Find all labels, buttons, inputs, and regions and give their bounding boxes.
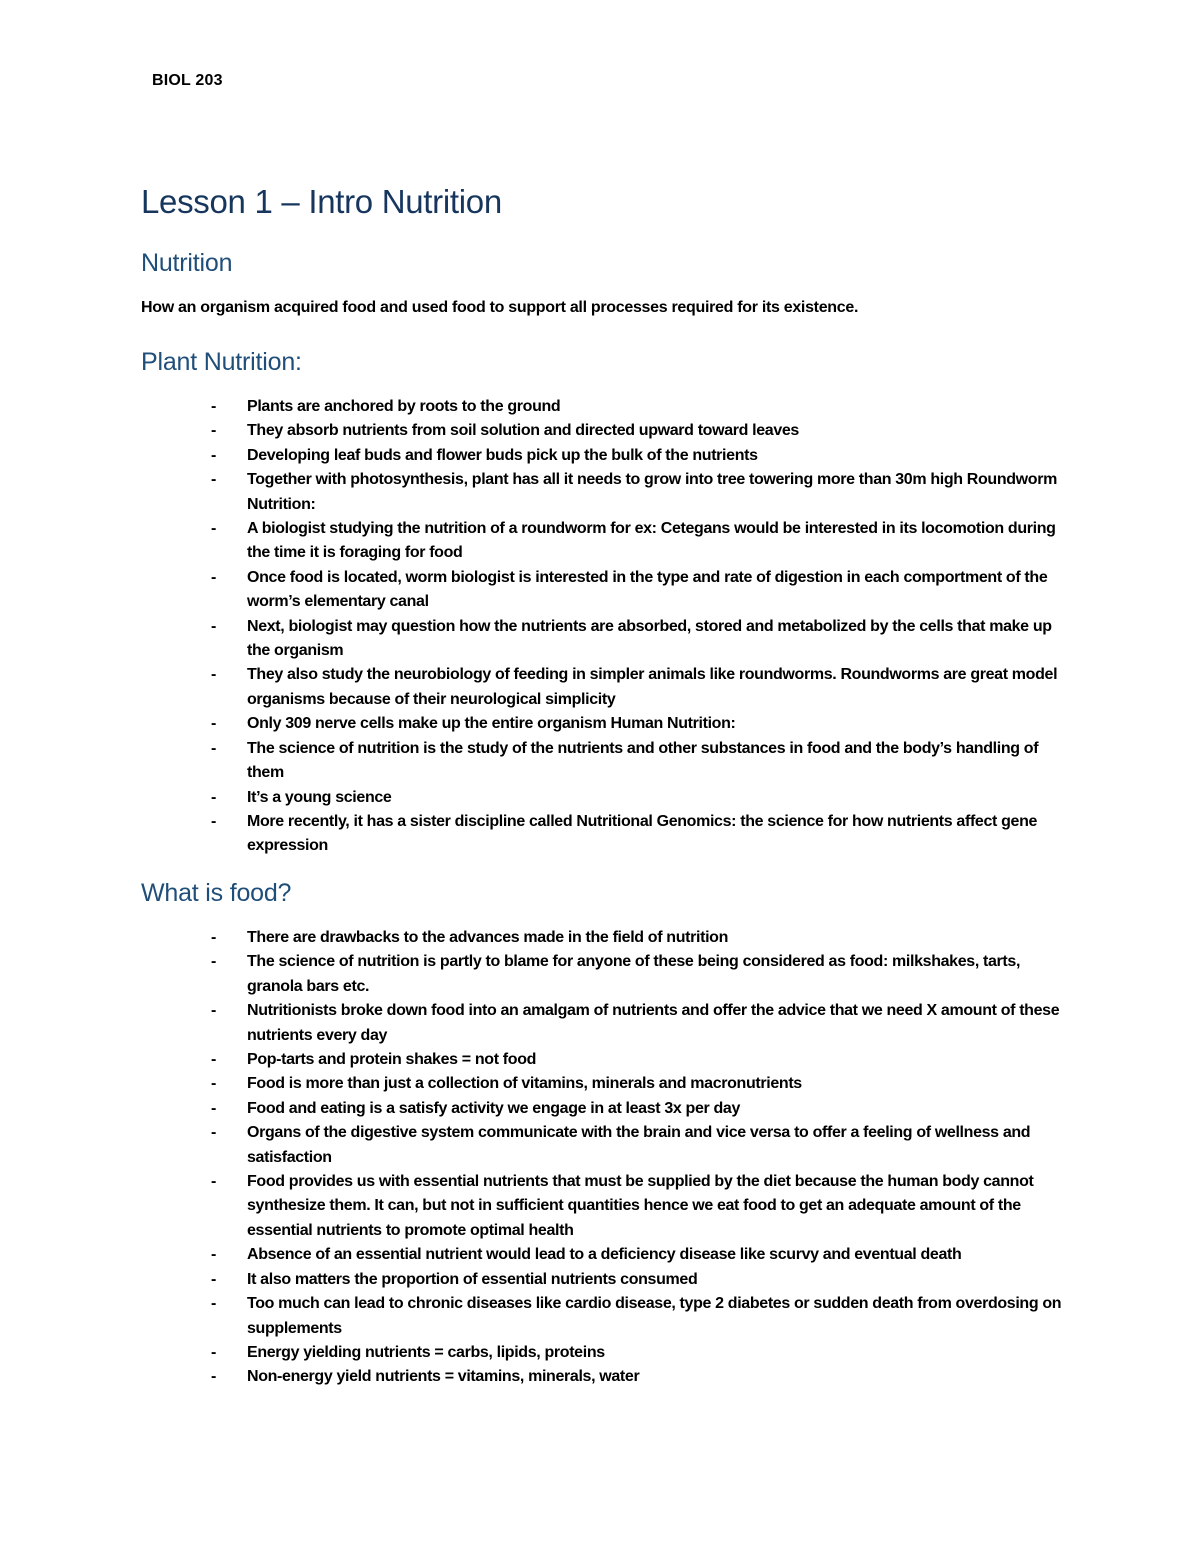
list-item xyxy=(0,1072,1077,1096)
bullet-dash: - xyxy=(211,1343,216,1361)
list-item-text: Plants are anchored by roots to the ground xyxy=(247,398,561,415)
bullet-dash: - xyxy=(211,617,216,635)
bullet-dash: - xyxy=(211,422,216,440)
bullet-dash: - xyxy=(211,953,216,971)
list-item xyxy=(0,712,1077,736)
bullet-dash: - xyxy=(211,812,216,830)
list-item-text: The science of nutrition is partly to blame for anyone of these being considered as food: milkshakes, tarts, granola bars etc. xyxy=(247,953,1021,995)
bullet-dash: - xyxy=(211,666,216,684)
bullet-dash: - xyxy=(211,446,216,464)
bullet-dash: - xyxy=(211,1124,216,1142)
bullet-dash: - xyxy=(211,788,216,806)
list-item xyxy=(0,737,1077,786)
list-item-text: Absence of an essential nutrient would lead to a deficiency disease like scurvy and eventual death xyxy=(247,1246,962,1264)
list-item-text: Developing leaf buds and flower buds pick up the bulk of the nutrients xyxy=(247,446,758,464)
list-item xyxy=(0,1048,1077,1072)
what-is-food-list xyxy=(0,926,1077,1390)
list-item xyxy=(0,1268,1077,1292)
list-item xyxy=(0,444,1077,468)
section-heading-plant-nutrition: Plant Nutrition: xyxy=(141,348,302,376)
list-item xyxy=(0,1097,1077,1121)
list-item xyxy=(0,419,1077,443)
section-heading-what-is-food: What is food? xyxy=(141,879,292,907)
page-title: Lesson 1 – Intro Nutrition xyxy=(141,183,502,220)
bullet-dash: - xyxy=(211,520,216,538)
list-item xyxy=(0,786,1077,810)
list-item xyxy=(0,926,1077,950)
list-item xyxy=(0,663,1077,712)
list-item-text: It’s a young science xyxy=(247,788,392,806)
bullet-dash: - xyxy=(211,1002,216,1020)
list-item xyxy=(0,1341,1077,1365)
list-item-text: The science of nutrition is the study of the nutrients and other substances in food and the body’s handling of them xyxy=(247,739,1039,782)
list-item xyxy=(0,468,1077,517)
list-item-text: Organs of the digestive system communicate with the brain and vice versa to offer a feeling of wellness and satisfaction xyxy=(247,1124,1031,1166)
list-item-text: There are drawbacks to the advances made in the field of nutrition xyxy=(247,929,729,946)
list-item-text: Non-energy yield nutrients = vitamins, minerals, water xyxy=(247,1368,640,1386)
bullet-dash: - xyxy=(211,1099,216,1117)
bullet-dash: - xyxy=(211,929,216,946)
list-item-text: Energy yielding nutrients = carbs, lipids, proteins xyxy=(247,1343,605,1361)
list-item-text: Food is more than just a collection of vitamins, minerals and macronutrients xyxy=(247,1075,802,1093)
bullet-dash: - xyxy=(211,715,216,733)
list-item xyxy=(0,1292,1077,1341)
list-item-text: They also study the neurobiology of feeding in simpler animals like roundworms. Roundworms are great model organisms because of their neurological simplicity xyxy=(247,666,1058,708)
list-item-text: It also matters the proportion of essential nutrients consumed xyxy=(247,1270,698,1288)
list-item-text: Too much can lead to chronic diseases like cardio disease, type 2 diabetes or sudden death from overdosing on supplements xyxy=(247,1295,1062,1337)
list-item-text: More recently, it has a sister discipline called Nutritional Genomics: the science for how nutrients affect gene expression xyxy=(247,812,1038,855)
list-item xyxy=(0,615,1077,664)
section-heading-nutrition: Nutrition xyxy=(141,249,233,277)
list-item-text: Pop-tarts and protein shakes = not food xyxy=(247,1051,537,1069)
list-item xyxy=(0,1365,1077,1389)
bullet-dash: - xyxy=(211,1295,216,1313)
bullet-dash: - xyxy=(211,1173,216,1191)
list-item-text: Next, biologist may question how the nutrients are absorbed, stored and metabolized by the cells that make up the organism xyxy=(247,617,1052,660)
bullet-dash: - xyxy=(211,568,216,586)
bullet-dash: - xyxy=(211,1051,216,1069)
bullet-dash: - xyxy=(211,1246,216,1264)
list-item xyxy=(0,1243,1077,1267)
list-item xyxy=(0,566,1077,615)
list-item-text: Nutritionists broke down food into an amalgam of nutrients and offer the advice that we need X amount of these nutrients every day xyxy=(247,1002,1060,1044)
list-item-text: Together with photosynthesis, plant has all it needs to grow into tree towering more than 30m high Roundworm Nutrition: xyxy=(247,471,1057,513)
bullet-dash: - xyxy=(211,1270,216,1288)
list-item-text: Food provides us with essential nutrients that must be supplied by the diet because the human body cannot synthesize them. It can, but not in sufficient quantities hence we eat food to get an adequate amount of the essential nutrients to promote optimal health xyxy=(247,1173,1034,1239)
bullet-dash: - xyxy=(211,471,216,489)
course-code: BIOL 203 xyxy=(152,72,223,89)
bullet-dash: - xyxy=(211,1368,216,1386)
plant-nutrition-list xyxy=(0,395,1077,859)
bullet-dash: - xyxy=(211,739,216,757)
list-item xyxy=(0,810,1077,859)
list-item xyxy=(0,395,1077,419)
list-item xyxy=(0,950,1077,999)
bullet-dash: - xyxy=(211,398,216,415)
list-item-text: Food and eating is a satisfy activity we engage in at least 3x per day xyxy=(247,1099,741,1117)
nutrition-definition: How an organism acquired food and used food to support all processes required for its existence. xyxy=(141,299,859,316)
list-item-text: A biologist studying the nutrition of a roundworm for ex: Cetegans would be interested in its locomotion during the time it is foraging for food xyxy=(247,520,1056,562)
bullet-dash: - xyxy=(211,1075,216,1093)
list-item-text: Once food is located, worm biologist is interested in the type and rate of digestion in each comportment of the worm’s elementary canal xyxy=(247,568,1048,611)
list-item-text: Only 309 nerve cells make up the entire organism Human Nutrition: xyxy=(247,715,736,733)
list-item xyxy=(0,999,1077,1048)
list-item-text: They absorb nutrients from soil solution and directed upward toward leaves xyxy=(247,422,799,440)
list-item xyxy=(0,517,1077,566)
list-item xyxy=(0,1121,1077,1170)
list-item xyxy=(0,1170,1077,1243)
